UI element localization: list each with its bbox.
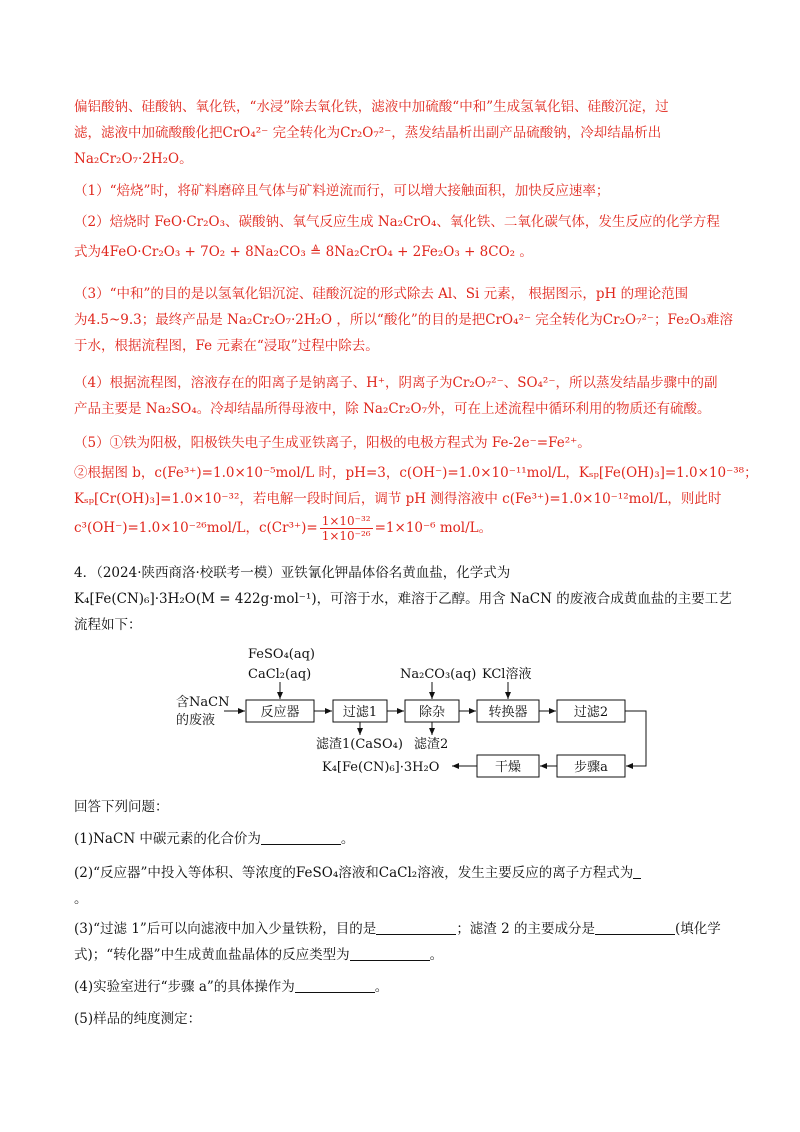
reagent-kcl: KCl溶液: [482, 667, 532, 682]
answer-line: （5）①铁为阳极，阳极铁失电子生成亚铁离子，阳极的电极方程式为 Fe-2e⁻=Fe²⁺。: [74, 435, 591, 451]
answer-line: Kₛₚ[Cr(OH)₃]=1.0×10⁻³²，若电解一段时间后，调节 pH 测得溶液中 c(Fe³⁺)=1.0×10⁻¹²mol/L，则此时: [74, 491, 722, 507]
subquestion-text: 式)；“转化器”中生成黄血盐晶体的反应类型为: [74, 947, 350, 963]
question-line: 4．（2024·陕西商洛·校联考一模）亚铁氰化钾晶体俗名黄血盐，化学式为: [74, 565, 511, 581]
subquestion-line: [74, 916, 734, 942]
answer-line: 为4.5~9.3；最终产品是 Na₂Cr₂O₇·2H₂O ，所以“酸化”的目的是把CrO₄²⁻ 完全转化为Cr₂O₇²⁻；Fe₂O₃难溶: [74, 312, 734, 328]
answer-blank[interactable]: [633, 864, 641, 879]
box-converter-label: 转换器: [488, 705, 528, 720]
product-label: K₄[Fe(CN)₆]·3H₂O: [322, 760, 440, 775]
reagent-feso4: FeSO₄(aq): [248, 647, 315, 662]
subquestion-line: [74, 826, 734, 852]
subquestion-line: (5)样品的纯度测定：: [74, 1011, 202, 1027]
answer-line: ②根据图 b，c(Fe³⁺)=1.0×10⁻⁵mol/L 时，pH=3，c(OH⁻)=1.0×10⁻¹¹mol/L，Kₛₚ[Fe(OH)₃]=1.0×10⁻³⁸；: [74, 465, 758, 481]
answer-line: Na₂Cr₂O₇·2H₂O。: [74, 151, 193, 167]
residue1-label: 滤渣1(CaSO₄): [316, 737, 403, 752]
subquestion-2: [74, 860, 734, 912]
answer-line: （4）根据流程图，溶液存在的阳离子是钠离子、H⁺，阴离子为Cr₂O₇²⁻、SO₄²⁻，所以蒸发结晶步骤中的副: [74, 375, 718, 391]
subquestion-3: [74, 916, 734, 968]
subquestion-1: [74, 826, 734, 852]
answer-blank[interactable]: [350, 946, 430, 961]
answer-line: （2）焙烧时 FeO·Cr₂O₃、碳酸钠、氧气反应生成 Na₂CrO₄、氧化铁、二氧化碳气体，发生反应的化学方程: [74, 214, 720, 230]
questions-intro: 回答下列问题：: [74, 799, 169, 815]
answer-blank[interactable]: [376, 920, 456, 935]
subquestion-end: 。: [374, 979, 389, 995]
subquestion-line: [74, 942, 734, 968]
question-line: 流程如下：: [74, 617, 142, 633]
input-label-b: 的废液: [176, 713, 216, 728]
subquestion-text: (3)“过滤 1”后可以向滤液中加入少量铁粉，目的是: [74, 921, 377, 937]
subquestion-end: 。: [429, 947, 444, 963]
calc-result: =1×10⁻⁶ mol/L。: [374, 520, 493, 536]
fraction-numerator: 1×10⁻³²: [321, 514, 371, 528]
box-reactor-label: 反应器: [260, 705, 300, 720]
answer-line: 偏铝酸钠、硅酸钠、氧化铁，“水浸”除去氧化铁，滤液中加硫酸“中和”生成氢氧化铝、硅酸沉淀，过: [74, 99, 669, 115]
answer-line: （3）“中和”的目的是以氢氧化铝沉淀、硅酸沉淀的形式除去 Al、Si 元素， 根据图示，pH 的理论范围: [74, 286, 689, 302]
answer-equation: 式为4FeO·Cr₂O₃ + 7O₂ + 8Na₂CO₃ ≜ 8Na₂CrO₄ + 2Fe₂O₃ + 8CO₂ 。: [74, 244, 533, 260]
subquestion-text: ；滤渣 2 的主要成分是: [456, 921, 595, 937]
subquestion-4: [74, 974, 734, 1000]
fraction-denominator: 1×10⁻²⁶: [321, 529, 371, 543]
subquestion-line: [74, 860, 734, 886]
box-filter2-label: 过滤2: [573, 705, 609, 720]
box-impurity-label: 除杂: [418, 705, 446, 720]
subquestion-text: (2)“反应器”中投入等体积、等浓度的FeSO₄溶液和CaCl₂溶液，发生主要反应的离子方程式为: [74, 865, 634, 881]
subquestion-5: [74, 1006, 734, 1032]
calc-prefix: c³(OH⁻)=1.0×10⁻²⁶mol/L，c(Cr³⁺)=: [74, 520, 318, 536]
arrow-loop: [625, 711, 646, 766]
subquestion-text: (填化学: [674, 921, 721, 937]
input-label-a: 含NaCN: [176, 695, 230, 710]
box-dry-label: 干燥: [494, 760, 522, 775]
box-step-a-label: 步骤a: [574, 760, 608, 775]
reagent-na2co3: Na₂CO₃(aq): [400, 667, 477, 682]
subquestion-line: 。: [74, 891, 88, 907]
answer-blank[interactable]: [295, 978, 375, 993]
subquestion-text: (4)实验室进行“步骤 a”的具体操作为: [74, 979, 295, 995]
answer-line: 产品主要是 Na₂SO₄。冷却结晶所得母液中，除 Na₂Cr₂O₇外，可在上述流程中循环利用的物质还有硫酸。: [74, 401, 711, 417]
answer-line: （1）“焙烧”时，将矿料磨碎且气体与矿料逆流而行，可以增大接触面积，加快反应速率；: [74, 183, 610, 199]
answer-intro-label: [74, 794, 734, 820]
box-filter1-label: 过滤1: [342, 705, 378, 720]
answer-blank[interactable]: [595, 920, 675, 935]
answer-line: 于水，根据流程图，Fe 元素在“浸取”过程中除去。: [74, 338, 379, 354]
question-line: K₄[Fe(CN)₆]·3H₂O(M = 422g·mol⁻¹)，可溶于水，难溶于乙醇。用含 NaCN 的废液合成黄血盐的主要工艺: [74, 591, 732, 607]
answer-line: 滤，滤液中加硫酸酸化把CrO₄²⁻ 完全转化为Cr₂O₇²⁻，蒸发结晶析出副产品硫酸钠，冷却结晶析出: [74, 125, 662, 141]
reagent-cacl2: CaCl₂(aq): [248, 667, 312, 682]
answer-blank[interactable]: [261, 830, 341, 845]
residue2-label: 滤渣2: [414, 737, 449, 752]
subquestion-text: (1)NaCN 中碳元素的化合价为: [74, 831, 261, 847]
subquestion-end: 。: [340, 831, 355, 847]
subquestion-line: [74, 974, 734, 1000]
